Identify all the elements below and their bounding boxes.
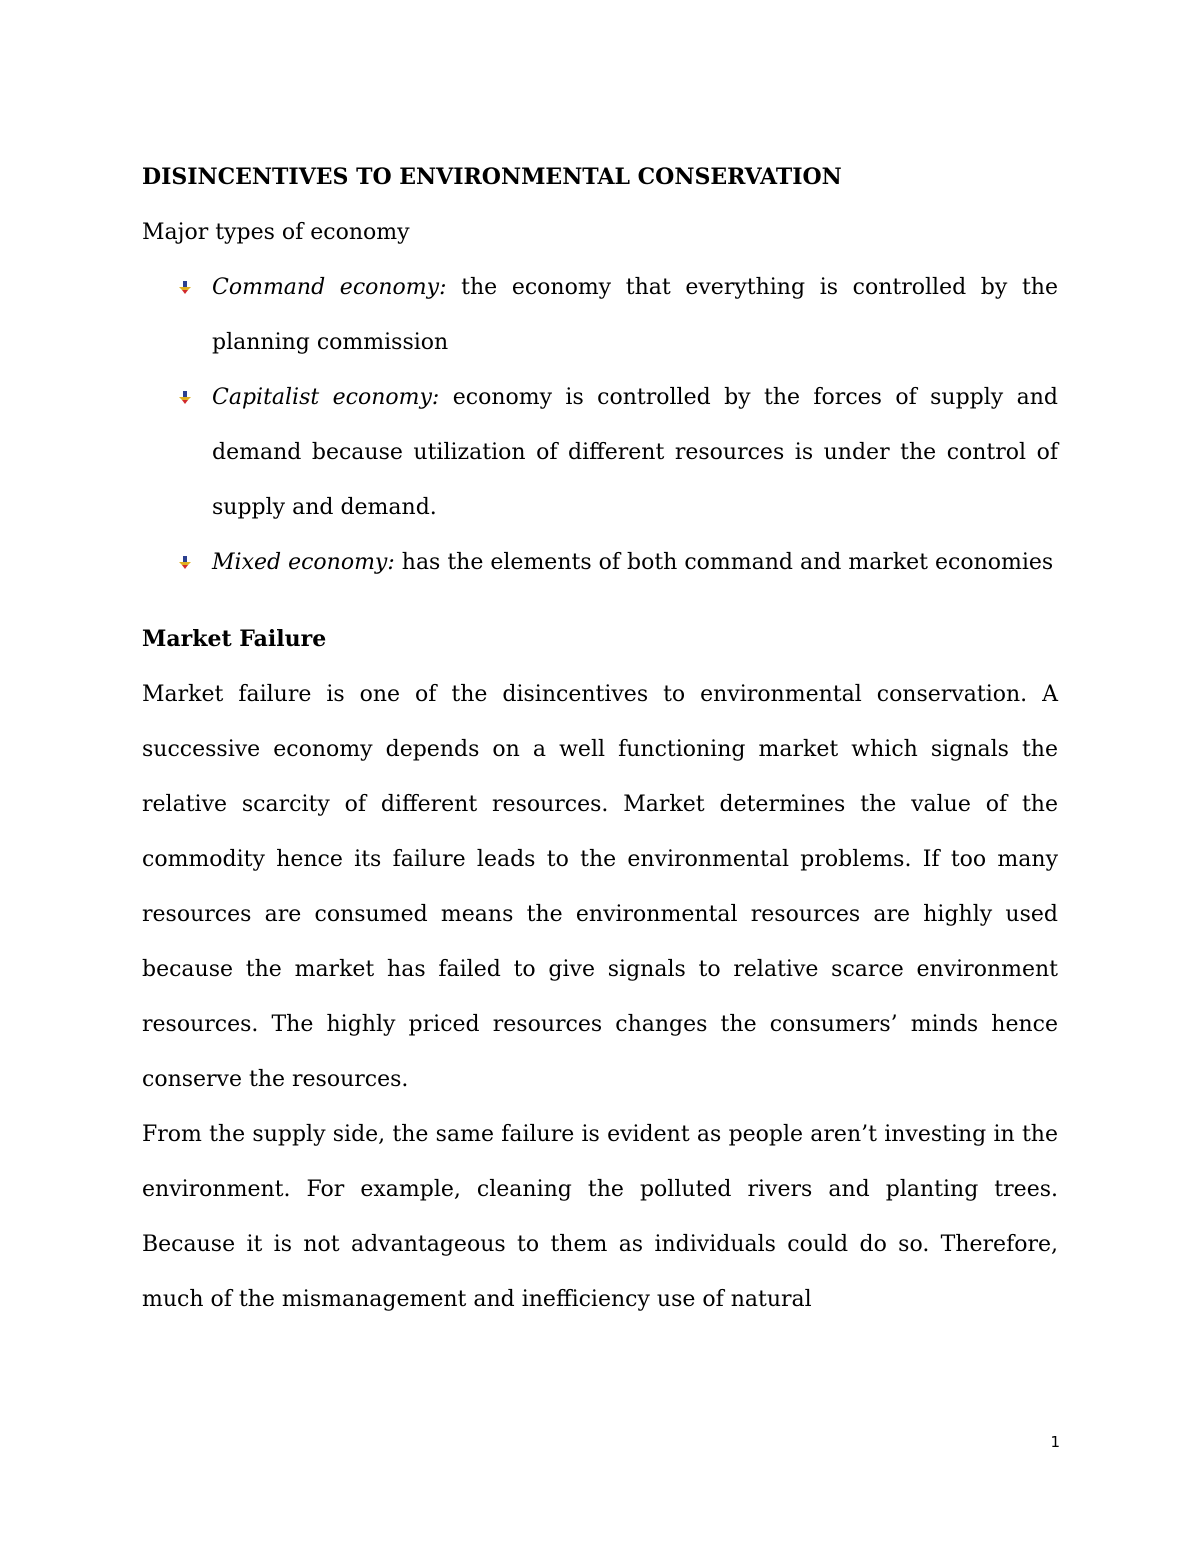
arrow-bullet-icon [178,556,192,570]
document-page [142,150,1058,1327]
bullet-term: Capitalist economy: [212,385,440,410]
economy-types-list [142,260,1058,590]
list-item-command-economy [142,260,1058,370]
body-paragraph: From the supply side, the same failure is evident as people aren’t investing in the environment. For example, cleaning the polluted rivers and planting trees. Because it is not advantageous to them as individuals could do so. Therefore, much of the mismanagement and inefficiency use of natural [142,1122,1058,1312]
arrow-bullet-icon [178,281,192,295]
list-item-mixed-economy [142,535,1058,590]
bullet-term: Command economy: [212,275,447,300]
bullet-definition: economy is controlled by the forces of supply and demand because utilization of different resources is under the control of supply and demand. [212,385,1058,520]
bullet-definition: the economy that everything is controlled by the planning commission [212,275,1058,355]
bullet-term: Mixed economy: [212,550,395,575]
list-item-capitalist-economy [142,370,1058,535]
intro-text: Major types of economy [142,220,410,245]
arrow-bullet-icon [178,391,192,405]
section-heading-market-failure: Market Failure [142,626,327,652]
document-title: DISINCENTIVES TO ENVIRONMENTAL CONSERVATION [142,164,842,190]
bullet-definition: has the elements of both command and market economies [394,550,1054,575]
body-paragraph: Market failure is one of the disincentives to environmental conservation. A successive economy depends on a well functioning market which signals the relative scarcity of different resources. Market determines the value of the commodity hence its failure leads to the environmental problems. If too many resources are consumed means the environmental resources are highly used because the market has failed to give signals to relative scarce environment resources. The highly priced resources changes the consumers’ minds hence conserve the resources. [142,682,1058,1092]
page-number: 1 [1050,1433,1060,1451]
